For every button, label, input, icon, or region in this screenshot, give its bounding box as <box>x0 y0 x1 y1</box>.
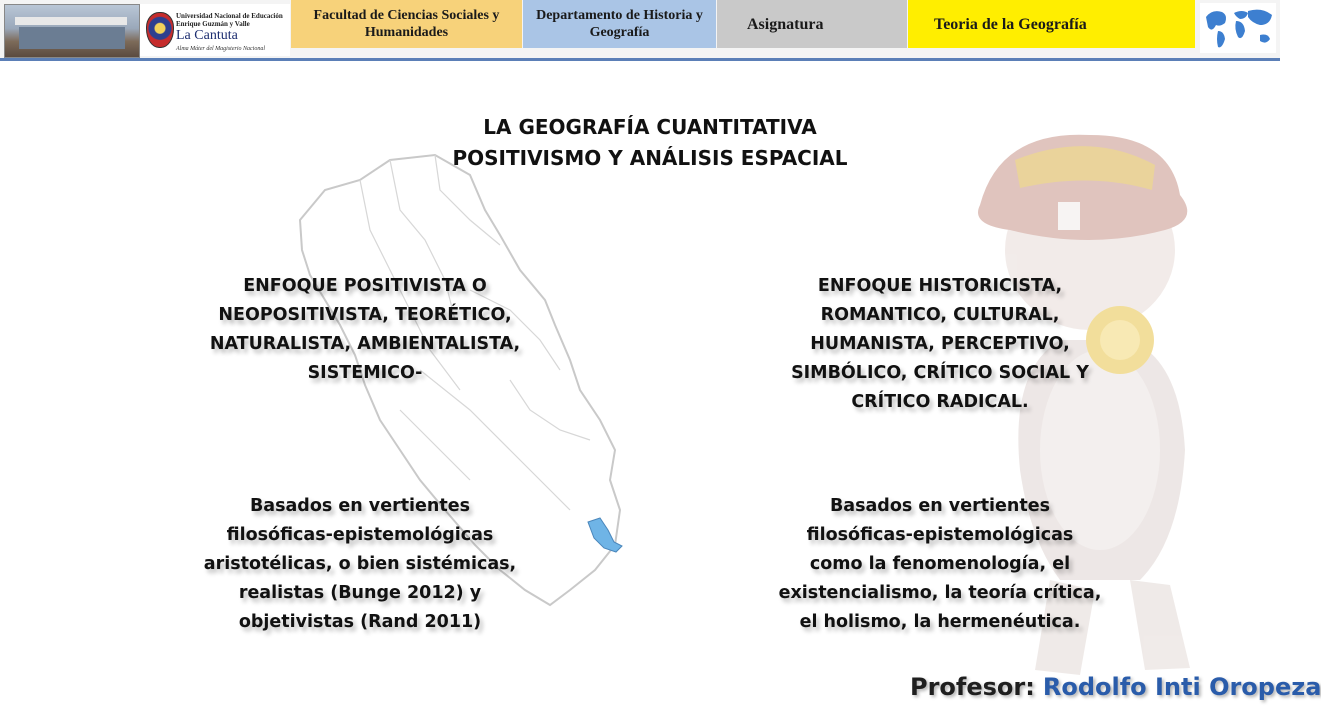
professor-label: Profesor: <box>910 673 1035 701</box>
left-heading-line: NEOPOSITIVISTA, TEORÉTICO, <box>218 305 512 325</box>
left-heading-line: ENFOQUE POSITIVISTA O <box>243 276 487 296</box>
world-map-icon <box>1200 3 1276 53</box>
left-body-line: realistas (Bunge 2012) y <box>238 583 482 603</box>
right-body-line: como la fenomenología, el <box>809 554 1071 574</box>
slide-title <box>400 112 900 174</box>
left-body-line: objetivistas (Rand 2011) <box>238 612 482 632</box>
right-body-line: existencialismo, la teoría crítica, <box>778 583 1102 603</box>
left-body-line: filosóficas-epistemológicas <box>226 525 494 545</box>
right-heading-line: CRÍTICO RADICAL. <box>851 392 1029 412</box>
right-heading <box>770 272 1110 417</box>
left-heading-line: SISTEMICO- <box>307 363 423 383</box>
professor-name: Rodolfo Inti Oropeza <box>1042 673 1321 701</box>
right-heading-line: HUMANISTA, PERCEPTIVO, <box>810 334 1070 354</box>
logo-line-4: Alma Máter del Magisterio Nacional <box>176 46 265 52</box>
right-heading-line: ROMANTICO, CULTURAL, <box>820 305 1060 325</box>
logo-line-3: La Cantuta <box>176 28 238 43</box>
left-body-line: aristotélicas, o bien sistémicas, <box>203 554 517 574</box>
campus-photo <box>4 4 140 58</box>
tab-subject-name: Teoria de la Geografía <box>908 0 1195 48</box>
header-banner <box>0 0 1280 61</box>
university-seal-icon <box>146 12 174 48</box>
right-body-line: filosóficas-epistemológicas <box>806 525 1074 545</box>
title-line-2: POSITIVISMO Y ANÁLISIS ESPACIAL <box>452 146 848 170</box>
left-heading-line: NATURALISTA, AMBIENTALISTA, <box>209 334 521 354</box>
logo-line-2: Enrique Guzmán y Valle <box>176 20 250 28</box>
tab-department: Departamento de Historia y Geografía <box>523 0 716 48</box>
tab-subject-label: Asignatura <box>717 0 907 48</box>
right-heading-line: SIMBÓLICO, CRÍTICO SOCIAL Y <box>791 363 1089 383</box>
left-body-line: Basados en vertientes <box>249 496 471 516</box>
title-line-1: LA GEOGRAFÍA CUANTITATIVA <box>483 115 817 139</box>
tab-faculty: Facultad de Ciencias Sociales y Humanidades <box>291 0 522 48</box>
right-body-line: el holismo, la hermenéutica. <box>799 612 1081 632</box>
right-body-line: Basados en vertientes <box>829 496 1051 516</box>
left-heading <box>195 272 535 388</box>
campus-gate <box>19 27 125 49</box>
right-body <box>770 492 1110 637</box>
campus-sign <box>15 17 127 25</box>
professor-credit <box>910 673 1321 701</box>
left-body <box>190 492 530 637</box>
right-heading-line: ENFOQUE HISTORICISTA, <box>817 276 1063 296</box>
university-logo <box>140 4 290 56</box>
logo-line-1: Universidad Nacional de Educación <box>176 12 283 20</box>
